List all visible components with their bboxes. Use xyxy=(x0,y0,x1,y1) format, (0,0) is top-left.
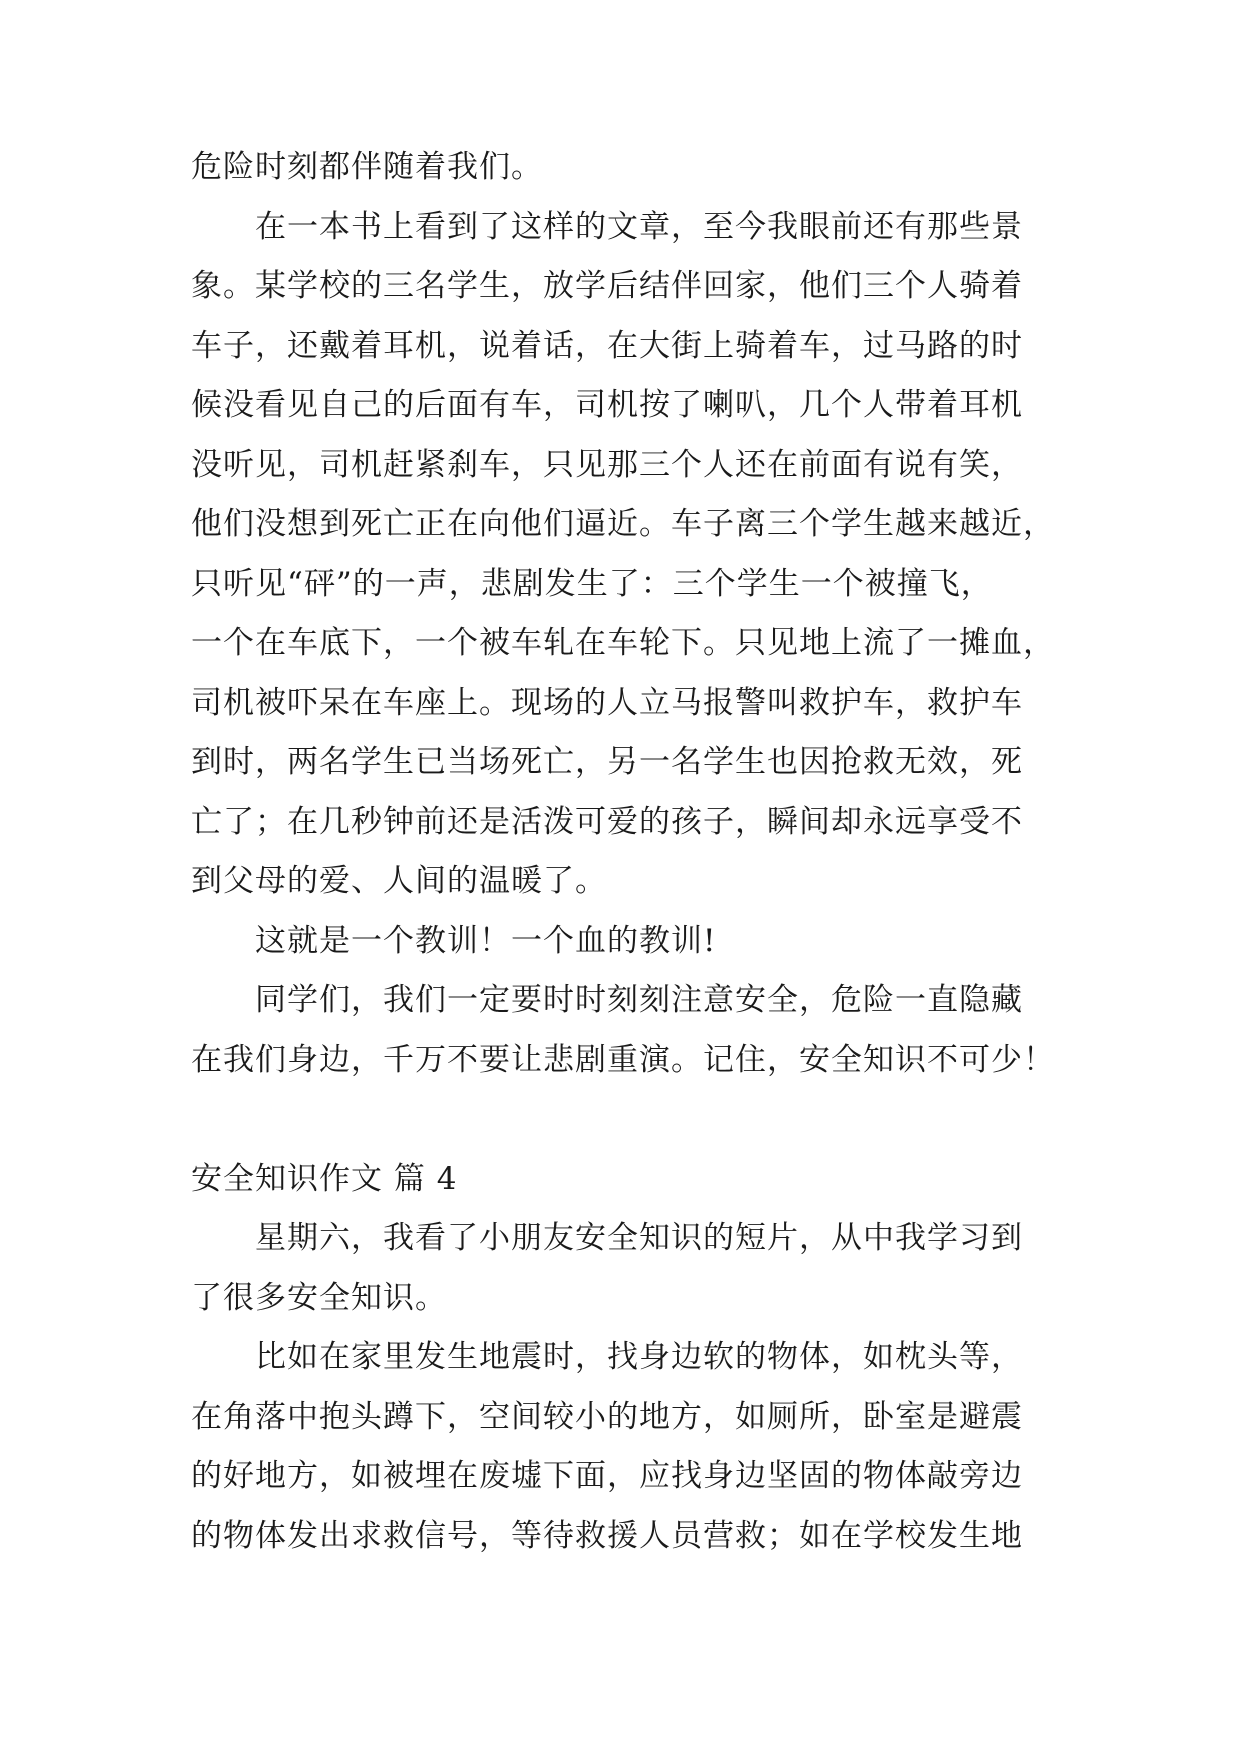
paragraph-line: 同学们，我们一定要时时刻刻注意安全，危险一直隐藏 xyxy=(255,982,1023,1018)
paragraph-line: 没听见，司机赶紧刹车，只见那三个人还在前面有说有笑， xyxy=(191,446,1023,483)
paragraph-line: 象。某学校的三名学生，放学后结伴回家，他们三个人骑着 xyxy=(191,268,1023,304)
paragraph-line: 到时，两名学生已当场死亡，另一名学生也因抢救无效，死 xyxy=(191,744,1023,780)
paragraph-line: 比如在家里发生地震时，找身边软的物体，如枕头等， xyxy=(255,1339,1023,1375)
article-body xyxy=(191,138,1061,1566)
paragraph-line: 这就是一个教训！一个血的教训! xyxy=(255,922,717,959)
paragraph-line: 亡了；在几秒钟前还是活泼可爱的孩子，瞬间却永远享受不 xyxy=(191,803,1023,840)
section-heading: 安全知识作文 篇 4 xyxy=(191,1160,458,1197)
paragraph-line: 到父母的爱、人间的温暖了。 xyxy=(191,863,607,899)
paragraph-line: 司机被吓呆在车座上。现场的人立马报警叫救护车，救护车 xyxy=(191,684,1023,721)
section-gap xyxy=(191,1090,1061,1150)
paragraph-line: 星期六，我看了小朋友安全知识的短片，从中我学习到 xyxy=(255,1220,1023,1256)
paragraph-line: 危险时刻都伴随着我们。 xyxy=(191,149,543,185)
paragraph-line: 的物体发出求救信号，等待救援人员营救；如在学校发生地 xyxy=(191,1517,1023,1554)
paragraph-line: 只听见“砰”的一声，悲剧发生了：三个学生一个被撞飞， xyxy=(191,565,993,602)
paragraph-line: 车子，还戴着耳机，说着话，在大街上骑着车，过马路的时 xyxy=(191,327,1023,364)
paragraph-line: 在我们身边，千万不要让悲剧重演。记住，安全知识不可少！ xyxy=(191,1041,1055,1078)
paragraph-line: 在角落中抱头蹲下，空间较小的地方，如厕所，卧室是避震 xyxy=(191,1398,1023,1435)
paragraph-line: 了很多安全知识。 xyxy=(191,1279,447,1316)
paragraph-line: 候没看见自己的后面有车，司机按了喇叭，几个人带着耳机 xyxy=(191,387,1023,423)
paragraph-line: 在一本书上看到了这样的文章，至今我眼前还有那些景 xyxy=(255,208,1023,245)
paragraph-line: 他们没想到死亡正在向他们逼近。车子离三个学生越来越近， xyxy=(191,506,1055,542)
paragraph-line: 的好地方，如被埋在废墟下面，应找身边坚固的物体敲旁边 xyxy=(191,1458,1023,1494)
paragraph-line: 一个在车底下，一个被车轧在车轮下。只见地上流了一摊血， xyxy=(191,625,1055,661)
